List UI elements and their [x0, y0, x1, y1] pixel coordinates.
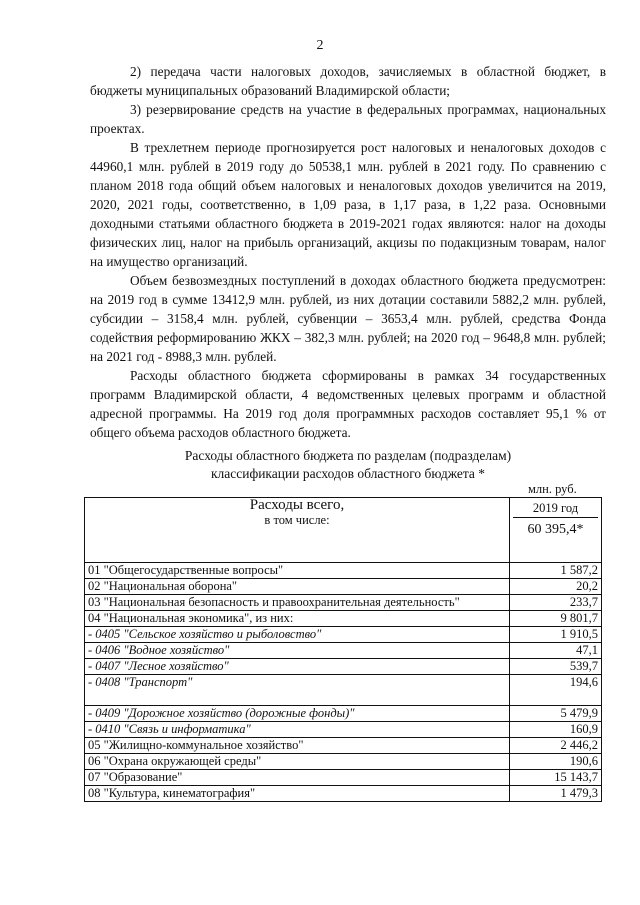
header-label: Расходы всего,: [249, 497, 345, 513]
table-row: [85, 595, 602, 611]
paragraph: Объем безвозмездных поступлений в доходах областного бюджета предусмотрен: на 2019 год в сумме 13412,9 млн. рублей, из них дотации составили 5882,2 млн. рублей, субсидии – 3158,4 млн. рублей, субвенции – 3653,4 млн. рублей, средства Фонда содействия реформированию ЖКХ – 382,3 млн. рублей; на 2020 год – 9648,8 млн. рублей; на 2021 год - 8988,3 млн. рублей.: [90, 273, 606, 364]
row-value: 20,2: [510, 579, 602, 595]
header-year-cell: [510, 498, 602, 563]
row-value: 9 801,7: [510, 611, 602, 627]
row-label: - 0409 "Дорожное хозяйство (дорожные фонды)": [85, 706, 510, 722]
row-label: - 0407 "Лесное хозяйство": [85, 659, 510, 675]
body-text: [90, 62, 606, 442]
row-label: - 0406 "Водное хозяйство": [85, 643, 510, 659]
table-row: [85, 754, 602, 770]
paragraph: 3) резервирование средств на участие в федеральных программах, национальных проектах.: [90, 102, 606, 136]
header-label-cell: [85, 498, 510, 563]
paragraph: В трехлетнем периоде прогнозируется рост налоговых и неналоговых доходов с 44960,1 млн. рублей в 2019 году до 50538,1 млн. рублей в 2021 году. По сравнению с планом 2018 года общий объем налоговых и неналоговых доходов увеличится на 2019, 2020, 2021 годы, соответственно, в 1,09 раза, в 1,17 раза, в 1,22 раза. Основными доходными статьями областного бюджета в 2019-2021 годах являются: налог на доходы физических лиц, налог на прибыль организаций, акцизы по подакцизным товарам, налог на имущество организаций.: [90, 140, 606, 269]
row-label: 06 "Охрана окружающей среды": [85, 754, 510, 770]
paragraph: 2) передача части налоговых доходов, зачисляемых в областной бюджет, в бюджеты муниципальных образований Владимирской области;: [90, 64, 606, 98]
table-row: [85, 627, 602, 643]
table-title-line: Расходы областного бюджета по разделам (подразделам): [184, 448, 512, 463]
row-value: 1 587,2: [510, 563, 602, 579]
row-label: 01 "Общегосударственные вопросы": [85, 563, 510, 579]
row-value: 5 479,9: [510, 706, 602, 722]
table-row: [85, 579, 602, 595]
row-value: 1 910,5: [510, 627, 602, 643]
row-label: 04 "Национальная экономика", из них:: [85, 611, 510, 627]
row-label: 03 "Национальная безопасность и правоохранительная деятельность": [85, 595, 510, 611]
table-row: [85, 563, 602, 579]
table-header-row: [85, 498, 602, 563]
row-value: 190,6: [510, 754, 602, 770]
budget-table: [84, 497, 602, 802]
table-title: [90, 447, 606, 483]
table-row: [85, 722, 602, 738]
row-value: 160,9: [510, 722, 602, 738]
row-label: 07 "Образование": [85, 770, 510, 786]
row-value: 1 479,3: [510, 786, 602, 802]
row-value: 194,6: [510, 675, 602, 706]
table-row: [85, 770, 602, 786]
header-sublabel: в том числе:: [264, 513, 330, 527]
row-value: 233,7: [510, 595, 602, 611]
table-row: [85, 675, 602, 706]
table-row: [85, 738, 602, 754]
table-title-line: классификации расходов областного бюджета *: [210, 466, 486, 481]
row-value: 2 446,2: [510, 738, 602, 754]
row-label: 08 "Культура, кинематография": [85, 786, 510, 802]
paragraph: Расходы областного бюджета сформированы в рамках 34 государственных программ Владимирской области, 4 ведомственных целевых программ и областной адресной программы. На 2019 год доля программных расходов составляет 95,1 % от общего объема расходов областного бюджета.: [90, 368, 606, 440]
table-row: [85, 643, 602, 659]
row-label: - 0408 "Транспорт": [85, 675, 510, 706]
row-label: 05 "Жилищно-коммунальное хозяйство": [85, 738, 510, 754]
row-value: 15 143,7: [510, 770, 602, 786]
total-value: 60 395,4*: [527, 522, 584, 537]
year-label: 2019 год: [513, 498, 598, 518]
page-number: 2: [316, 38, 324, 53]
row-label: 02 "Национальная оборона": [85, 579, 510, 595]
row-value: 539,7: [510, 659, 602, 675]
row-label: - 0410 "Связь и информатика": [85, 722, 510, 738]
row-label: - 0405 "Сельское хозяйство и рыболовство": [85, 627, 510, 643]
row-value: 47,1: [510, 643, 602, 659]
table-row: [85, 659, 602, 675]
table-row: [85, 706, 602, 722]
table-row: [85, 611, 602, 627]
table-units: млн. руб.: [528, 482, 577, 496]
table-row: [85, 786, 602, 802]
